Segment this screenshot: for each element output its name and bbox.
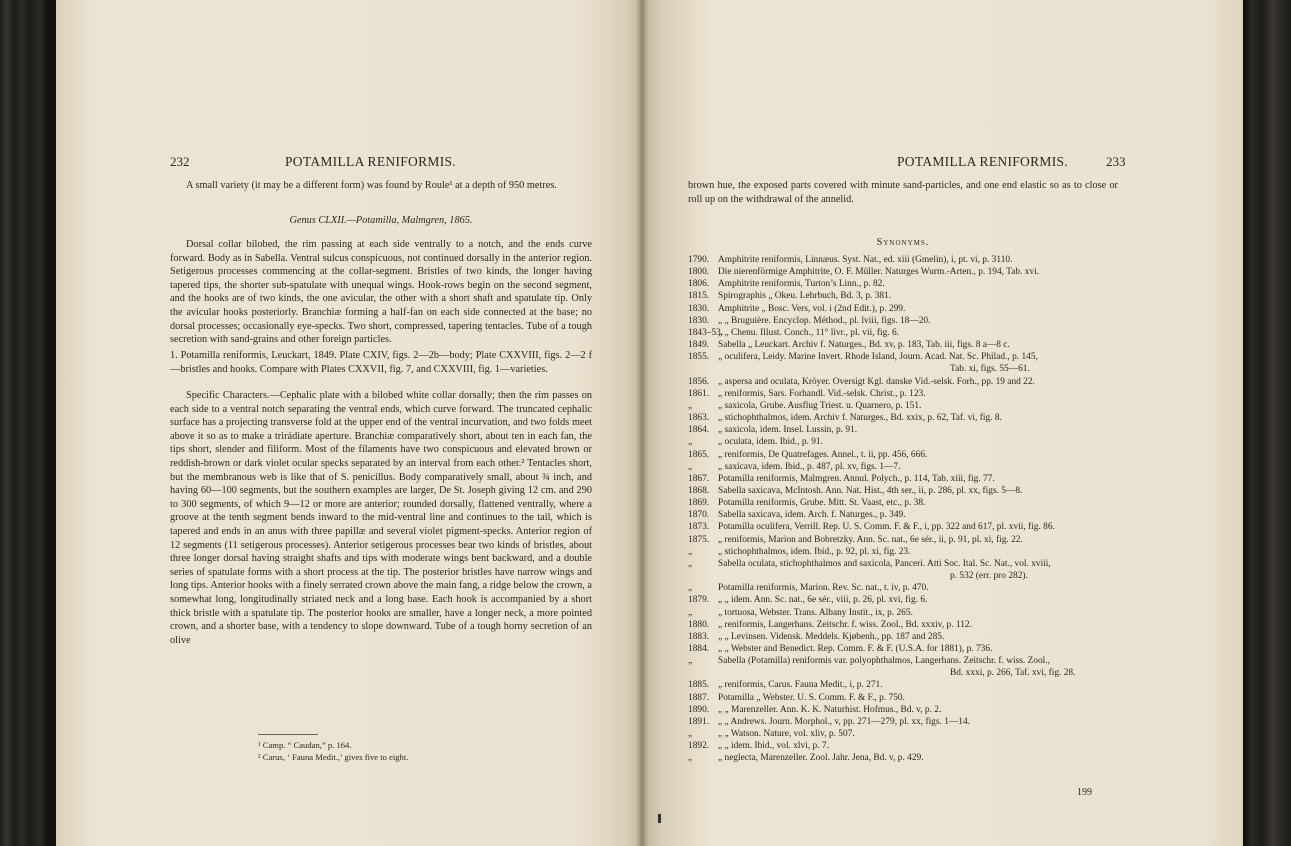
synonym-entry [688,473,1124,485]
synonym-text: „ „ Marenzeller. Ann. K. K. Naturhist. Hofmus., Bd. v, p. 2. [718,704,942,715]
left-running-head: POTAMILLA RENIFORMIS. [285,154,456,169]
synonym-year: 1855. [688,352,710,363]
synonym-text: „ aspersa and oculata, Kröyer. Oversigt Kgl. danske Vid.-selsk. Forh., pp. 19 and 22. [718,376,1035,387]
synonym-entry [688,485,1124,497]
synonym-year: „ [688,753,693,764]
footnote-1: ¹ Camp. “ Caudan,” p. 164. [258,740,352,750]
synonym-year: „ [688,583,693,594]
synonym-text: Potamilla „ Webster. U. S. Comm. F. & F., p. 750. [718,692,905,703]
synonym-year: „ [688,607,693,618]
synonym-year: 1830. [688,315,710,326]
species-heading: 1. Potamilla reniformis, Leuckart, 1849. Plate CXIV, figs. 2—2b—body; Plate CXXVIII, figs. 2—2 f—bristles and hooks. Compare with Plates CXXVII, fig. 7, and CXXVIII, fig. 1—varieties. [170,350,592,375]
footnote-2: ² Carus, ‘ Fauna Medit.,’ gives five to eight. [258,752,409,762]
synonym-year: 1830. [688,303,710,314]
synonym-entry [688,643,1124,655]
synonym-year: „ [688,656,693,667]
synonym-year: 1863. [688,413,710,424]
synonym-year: 1892. [688,741,710,752]
synonym-entry [688,631,1124,643]
synonym-text: „ „ Andrews. Journ. Morphol., v, pp. 271—279, pl. xx, figs. 1—14. [718,716,970,727]
synonym-entry [688,254,1124,266]
synonym-entry [688,315,1124,327]
genus-heading: Genus CLXII.—Potamilla, Malmgren, 1865. [289,215,473,226]
synonym-year: 1867. [688,473,710,484]
synonym-entry [688,752,1124,764]
left-page-number: 232 [170,154,190,169]
synonym-entry [688,740,1124,752]
synonym-continuation: Bd. xxxi, p. 266, Taf. xvi, fig. 28. [950,668,1076,679]
synonym-entry [688,424,1124,436]
synonym-text: „ reniformis, Langerhans. Zeitschr. f. wiss. Zool., Bd. xxxiv, p. 112. [718,619,972,630]
intro-paragraph: A small variety (it may be a different form) was found by Roule¹ at a depth of 950 metres. [186,180,557,191]
synonym-entry [688,278,1124,290]
synonym-continuation: p. 532 (err. pro 282). [950,571,1028,582]
synonym-year: 1891. [688,716,710,727]
specific-characters: Specific Characters.—Cephalic plate with a bilobed white collar dorsally; then the rim passes on each side to a ventral notch separating the ventral ends, which curve forward. The truncated cephalic surface has a projecting transverse fold at the upper end of the ventral incurvation, and two folds meet above it so as to make a trirádiate aperture. Branchiæ comparatively short, about ten in each fan, the tips short, slender and filiform. Most of the filaments have two conspicuous and elevated brown or reddish-brown or dark violet ocular specks separated by an interval from each other.² Tentacles short, but the membranous web is like that of S. penicillus. Body comparatively small, about ¾ inch, and having 60—100 segments, but the southern examples are larger, De St. Joseph giving 12 cm. and 290 to 300 segments, of which 9—12 or more are anterior; rounded dorsally, flattened ventrally, where a groove at the tenth segment bends inward to the mid-ventral line and continues to the tail, which is tapered and ends in an anus with three papillæ and several violet pigment-specks. Anterior region of 12 segments (11 setigerous processes). Anterior setigerous processes bear two kinds of bristles, about three longer dorsal having straight shafts and tips with moderate wings bent backward, and a double series of spatulate forms with a short process at the tip. The posterior bristles have narrow wings and long tips. Anterior hooks with a finely serrated crown above the main fang, a ridge below the crown, a somewhat long, longitudinally striated neck and a long base. Each hook is accompanied by a short thick bristle with a spatulate tip. The posterior hooks are smaller, have a longer neck, a more pointed crown, and a shorter base, with a tendency to slope downward. Tube of a tough horny secretion of an olive [170,390,592,646]
genus-description: Dorsal collar bilobed, the rim passing at each side ventrally to a notch, and the ends curve forward. Body as in Sabella. Ventral sulcus conspicuous, not continued dorsally in the anterior region. Setigerous processes commencing at the collar-segment. Bristles of two kinds, the longer having tapered tips, the shorter sub-spatulate with unequal wings. Hook-rows begin on the second segment, and the hooks are of two kinds, the one avicular, the other with a short shaft and spatulate tip. Only the avicular hooks posteriorly. Branchiæ forming a half-fan on each side connected at the base; no dorsal processes; occasionally eye-specks. Two short, compressed, tapering tentacles. Tube of a tough secretion with sand-grains and other foreign particles. [170,239,592,346]
synonym-entry [688,594,1124,606]
synonym-text: „ „ idem. Ann. Sc. nat., 6e sér., viii, p. 26, pl. xvi, fig. 6. [718,595,928,606]
right-running-head: POTAMILLA RENIFORMIS. [897,154,1068,169]
synonym-text: „ oculata, idem. Ibid., p. 91. [718,437,823,448]
synonym-year: 1806. [688,279,710,290]
synonym-entry [688,497,1124,509]
synonym-entry [688,534,1124,546]
synonym-year: „ [688,437,693,448]
synonym-entry [688,607,1124,619]
synonym-year: „ [688,558,693,569]
synonym-year: „ [688,546,693,557]
synonym-entry [688,679,1124,691]
synonym-text: Sabella saxicava, McIntosh. Ann. Nat. Hist., 4th ser., ii, p. 286, pl. xx, figs. 5—8. [718,485,1023,496]
synonym-text: Sabella (Potamilla) reniformis var. polyophthalmos, Langerhans. Zeitschr. f. wiss. Zool., [718,656,1050,667]
synonym-text: „ reniformis, De Quatrefages. Annel., t. ii, pp. 456, 666. [718,449,928,460]
synonym-text: Sabella „ Leuckart. Archiv f. Naturges., Bd. xv, p. 183, Tab. iii, figs. 8 a—8 c. [718,340,1010,351]
synonym-entry [688,290,1124,302]
synonym-year: 1800. [688,267,710,278]
synonym-entry [688,521,1124,533]
synonym-year: „ [688,729,693,740]
synonym-entry [688,704,1124,716]
synonym-entry [688,303,1124,315]
synonym-entry [688,412,1124,424]
synonym-text: Amphitrite „ Bosc. Vers, vol. i (2nd Edit.), p. 299. [718,303,906,314]
synonym-entry [688,509,1124,521]
synonym-year: 1879. [688,595,710,606]
synonym-text: „ saxicola, Grube. Ausflug Triest. u. Quarnero, p. 151. [718,400,922,411]
book-gutter [636,0,648,846]
footnote-rule [258,734,318,735]
synonym-entry [688,266,1124,278]
synonym-year: 1875. [688,534,710,545]
synonym-year: 1861. [688,388,710,399]
synonym-text: „ reniformis, Sars. Forhandl. Vid.-selsk. Christ., p. 123. [718,388,926,399]
synonym-year: 1815. [688,291,710,302]
synonym-text: Potamilla reniformis, Marion. Rev. Sc. nat., t. iv, p. 470. [718,583,929,594]
synonym-year: „ [688,461,693,472]
synonym-year: 1884. [688,644,710,654]
synonym-text: Potamilla reniformis, Grube. Mitt. St. Vaast, etc., p. 38. [718,498,926,509]
synonym-text: „ „ Chenu. Illust. Conch., 11° livr., pl. vii, fig. 6. [718,327,899,338]
synonym-text: „ saxicola, idem. Insel. Lussin, p. 91. [718,425,858,436]
synonym-text: „ saxicava, idem. Ibid., p. 487, pl. xv, figs. 1—7. [718,461,901,472]
synonym-entry [688,655,1124,667]
binding-stitch [658,814,661,823]
synonym-text: Amphitrite reniformis, Turton’s Linn., p. 82. [718,279,885,290]
synonym-year: 1883. [688,631,710,642]
synonym-entry [688,376,1124,388]
synonym-entry [688,449,1124,461]
synonym-year: 1885. [688,680,710,691]
synonym-entry [688,436,1124,448]
synonym-text: „ „ Levinsen. Vidensk. Meddels. Kjøbenh., pp. 187 and 285. [718,631,945,642]
synonym-entry [688,388,1124,400]
synonym-year: 1869. [688,498,710,509]
synonym-entry [688,716,1124,728]
synonym-text: „ reniformis, Carus. Fauna Medit., i, p. 271. [718,680,883,691]
synonym-text: „ stichophthalmos, idem. Archiv f. Naturges., Bd. xxix, p. 62, Taf. vi, fig. 8. [718,413,1002,424]
synonym-entry [688,351,1124,363]
synonym-text: „ „ Bruguière. Encyclop. Méthod., pl. lviii, figs. 18—20. [718,315,931,326]
synonym-year: „ [688,400,693,411]
synonym-year: 1868. [688,485,710,496]
synonym-year: 1856. [688,376,710,387]
synonym-text: „ neglecta, Marenzeller. Zool. Jahr. Jena, Bd. v, p. 429. [718,753,924,764]
synonym-year: 1873. [688,522,710,533]
signature-mark: 199 [1077,787,1092,798]
synonym-text: Sabella saxicava, idem. Arch. f. Naturges., p. 349. [718,510,906,521]
synonym-text: „ „ Webster and Benedict. Rep. Comm. F. & F. (U.S.A. for 1881), p. 736. [718,644,993,654]
synonym-text: Potamilla oculifera, Verrill. Rep. U. S. Comm. F. & F., i, pp. 322 and 617, pl. xvii, fig. 86. [718,522,1055,533]
synonym-text: Potamilla reniformis, Malmgren. Annul. Polych., p. 114, Tab. xiii, fig. 77. [718,473,995,484]
synonym-text: Spirographis „ Okeu. Lehrbuch, Bd. 3, p. 381. [718,291,892,302]
synonym-year: 1865. [688,449,710,460]
right-page-number: 233 [1106,154,1126,169]
synonym-text: „ tortuosa, Webster. Trans. Albany Instit., ix, p. 265. [718,607,913,618]
synonym-text: Sabella oculata, stichophthalmos and saxicola, Panceri. Atti Soc. Ital. Sc. Nat., vol. xviii, [718,558,1051,569]
synonym-year: 1864. [688,425,710,436]
synonym-entry [688,558,1124,570]
synonym-entry [688,400,1124,412]
synonym-year: 1890. [688,704,710,715]
synonym-text: „ reniformis, Marion and Bobretzky. Ann. Sc. nat., 6e sér., ii, p. 91, pl. xi, fig. 22. [718,534,1023,545]
synonym-entry [688,339,1124,351]
synonym-entry [688,546,1124,558]
synonym-entry [688,692,1124,704]
synonym-year: 1880. [688,619,710,630]
synonym-entry [688,461,1124,473]
synonym-year: 1849. [688,340,710,351]
synonym-text: „ stichophthalmos, idem. Ibid., p. 92, pl. xi, fig. 23. [718,546,911,557]
synonym-continuation: Tab. xi, figs. 55—61. [950,364,1030,375]
synonyms-list [688,254,1124,765]
synonym-entry [688,327,1124,339]
synonym-year: 1887. [688,692,710,703]
synonym-entry [688,728,1124,740]
synonyms-heading: Synonyms. [876,237,930,248]
synonym-entry [688,582,1124,594]
synonym-text: Die nierenförmige Amphitrite, O. F. Müller. Naturges Wurm.-Arten., p. 194, Tab. xvi. [718,267,1040,278]
synonym-text: Amphitrite reniformis, Linnæus. Syst. Nat., ed. xiii (Gmelin), i, pt. vi, p. 3110. [718,255,1013,265]
synonym-entry [688,619,1124,631]
synonym-year: 1870. [688,510,710,521]
continuation-text: brown hue, the exposed parts covered with minute sand-particles, and one end elastic so as to close or roll up on the withdrawal of the annelid. [688,180,1118,205]
synonym-year: 1790. [688,255,710,265]
synonym-year: 1843–53. [688,327,724,338]
synonym-text: „ „ idem. Ibid., vol. xlvi, p. 7. [718,741,829,752]
synonym-text: „ „ Watson. Nature, vol. xliv, p. 507. [718,729,855,740]
synonym-text: „ oculifera, Leidy. Marine Invert. Rhode Island, Journ. Acad. Nat. Sc. Philad., p. 145, [718,352,1038,363]
